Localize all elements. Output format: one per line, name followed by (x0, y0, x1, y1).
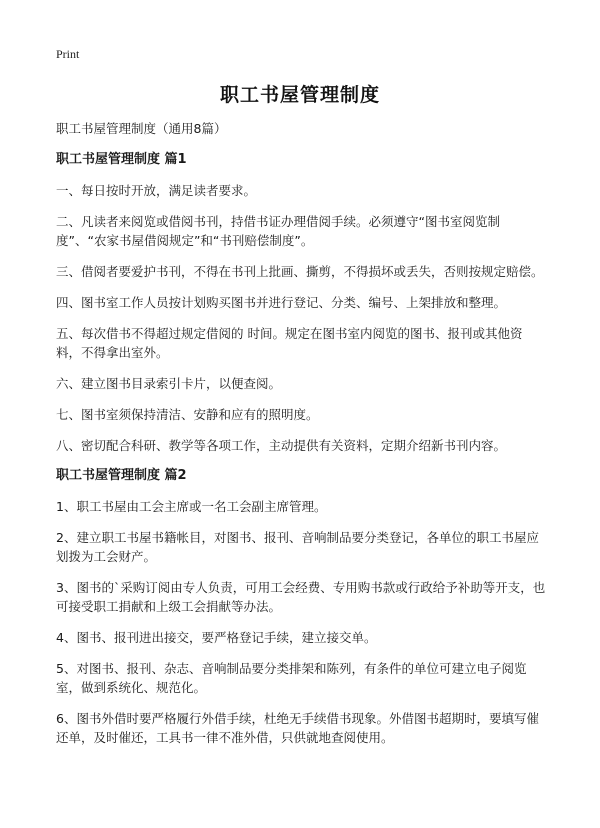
paragraph: 三、借阅者要爱护书刊，不得在书刊上批画、撕剪，不得损坏或丢失，否则按规定赔偿。 (56, 264, 544, 279)
paragraph: 2、建立职工书屋书籍帐目，对图书、报刊、音响制品要分类登记，各单位的职工书屋应划拨为工会财产。 (56, 530, 539, 564)
section-1 (56, 151, 546, 455)
paragraph: 5、对图书、报刊、杂志、音响制品要分类排架和陈列，有条件的单位可建立电子阅览室，做到系统化、规范化。 (56, 661, 527, 695)
paragraph: 1、职工书屋由工会主席或一名工会副主席管理。 (56, 499, 327, 514)
document-body (56, 120, 546, 759)
paragraph: 五、每次借书不得超过规定借阅的 时间。规定在图书室内阅览的图书、报刊或其他资料，不得拿出室外。 (56, 326, 523, 360)
page-title: 职工书屋管理制度 (219, 84, 380, 106)
document-subtitle: 职工书屋管理制度（通用8篇） (56, 121, 227, 136)
paragraph: 四、图书室工作人员按计划购买图书并进行登记、分类、编号、上架排放和整理。 (56, 295, 507, 310)
print-label: Print (56, 47, 80, 61)
paragraph: 一、每日按时开放，满足读者要求。 (56, 183, 257, 198)
paragraph: 6、图书外借时要严格履行外借手续，杜绝无手续借书现象。外借图书超期时，要填写催还单，及时催还，工具书一律不准外借，只供就地查阅使用。 (56, 711, 539, 745)
paragraph: 二、凡读者来阅览或借阅书刊，持借书证办理借阅手续。必须遵守“图书室阅览制度”、“农家书屋借阅规定”和“书刊赔偿制度”。 (56, 214, 500, 248)
paragraph: 八、密切配合科研、教学等各项工作，主动提供有关资料，定期介绍新书刊内容。 (56, 438, 507, 453)
paragraph: 七、图书室须保持清洁、安静和应有的照明度。 (56, 407, 319, 422)
section-2 (56, 467, 546, 747)
paragraph: 六、建立图书目录索引卡片，以便查阅。 (56, 376, 282, 391)
section-heading: 职工书屋管理制度 篇2 (56, 468, 187, 483)
section-heading: 职工书屋管理制度 篇1 (56, 152, 187, 167)
paragraph: 3、图书的`采购订阅由专人负责，可用工会经费、专用购书款或行政给予补助等开支，也可接受职工捐献和上级工会捐献等办法。 (56, 580, 546, 614)
paragraph: 4、图书、报刊进出接交，要严格登记手续，建立接交单。 (56, 630, 377, 645)
